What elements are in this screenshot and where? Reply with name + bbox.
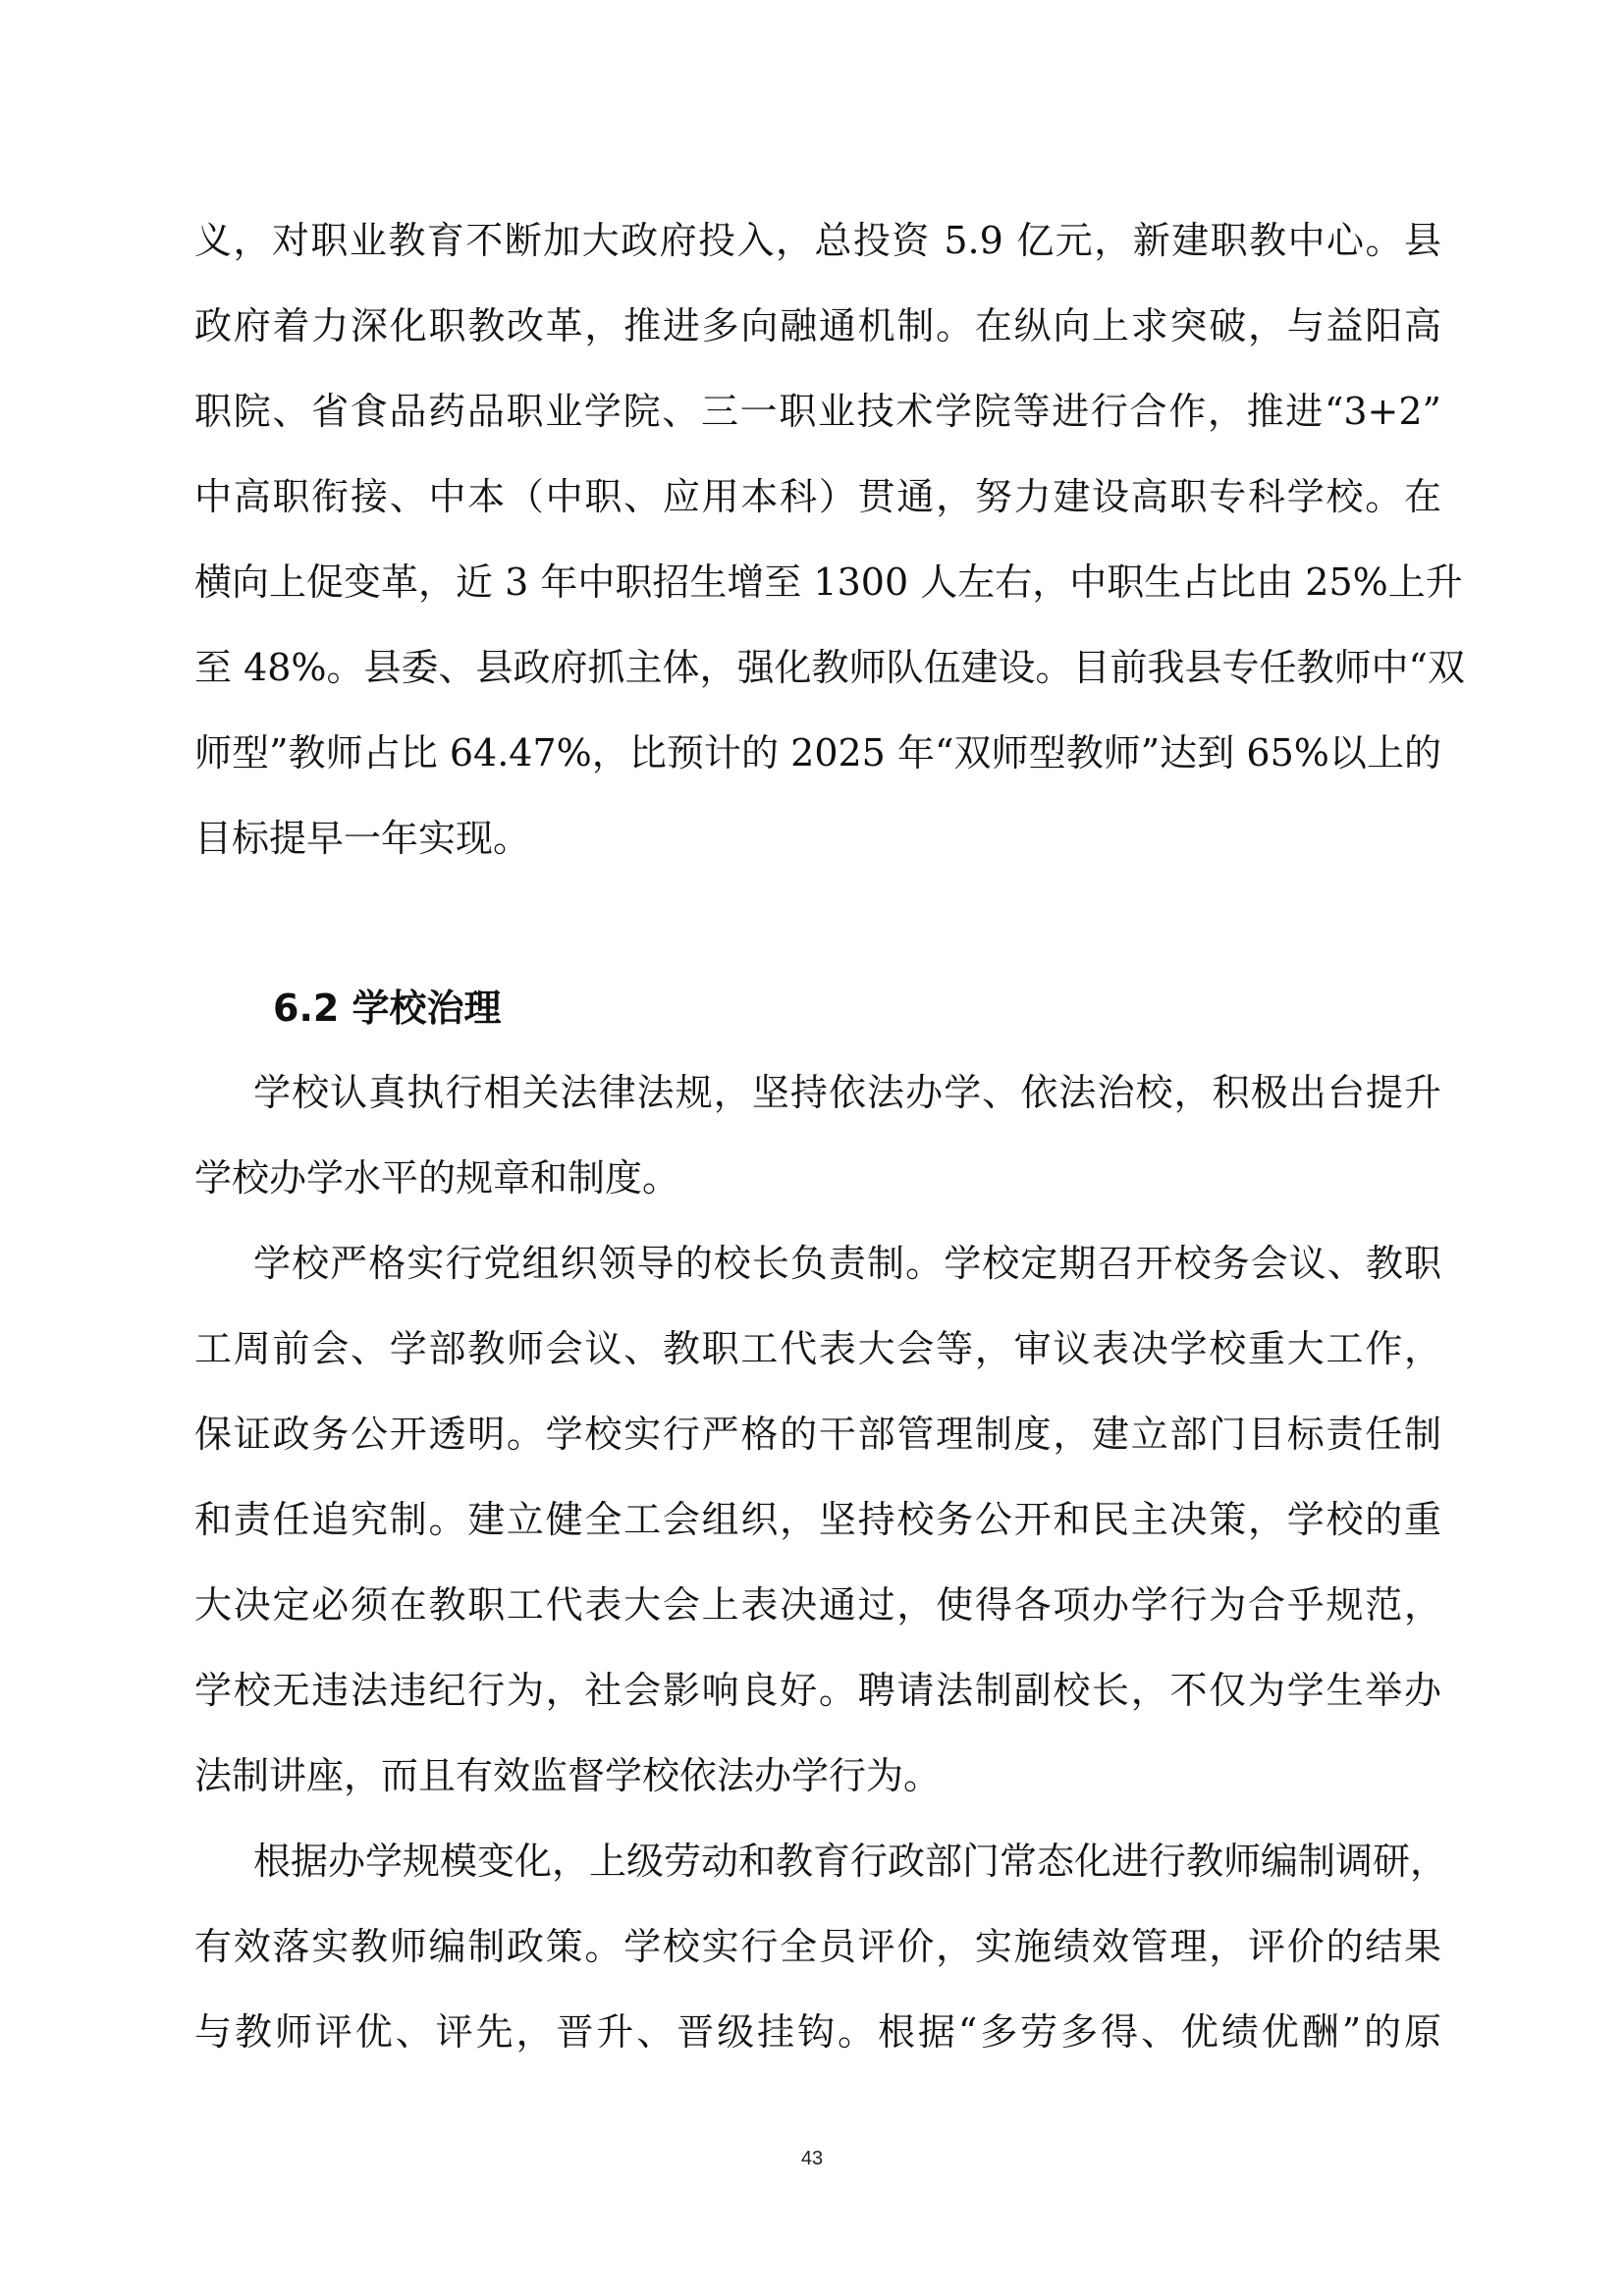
continuation-line-1: 义，对职业教育不断加大政府投入，总投资 5.9 亿元，新建职教中心。县 <box>194 219 1441 262</box>
paragraph-2-line-5: 大决定必须在教职工代表大会上表决通过，使得各项办学行为合乎规范， <box>194 1583 1441 1627</box>
page-number: 43 <box>800 2148 824 2169</box>
continuation-line-8: 目标提早一年实现。 <box>194 817 531 860</box>
continuation-line-2: 政府着力深化职教改革，推进多向融通机制。在纵向上求突破，与益阳高 <box>194 304 1441 347</box>
paragraph-1-line-1: 学校认真执行相关法律法规，坚持依法办学、依法治校，积极出台提升 <box>253 1071 1441 1114</box>
continuation-line-7: 师型”教师占比 64.47%，比预计的 2025 年“双师型教师”达到 65%以上的 <box>194 731 1441 774</box>
paragraph-2-line-7: 法制讲座，而且有效监督学校依法办学行为。 <box>194 1754 942 1797</box>
continuation-line-3: 职院、省食品药品职业学院、三一职业技术学院等进行合作，推进“3+2” <box>194 390 1441 433</box>
paragraph-2-line-2: 工周前会、学部教师会议、教职工代表大会等，审议表决学校重大工作， <box>194 1327 1441 1370</box>
continuation-line-5: 横向上促变革，近 3 年中职招生增至 1300 人左右，中职生占比由 25%上升 <box>194 561 1463 604</box>
section-heading: 6.2 学校治理 <box>273 987 502 1030</box>
continuation-line-6: 至 48%。县委、县政府抓主体，强化教师队伍建设。目前我县专任教师中“双 <box>194 646 1465 689</box>
paragraph-1-line-2: 学校办学水平的规章和制度。 <box>194 1156 680 1200</box>
paragraph-2-line-4: 和责任追究制。建立健全工会组织，坚持校务公开和民主决策，学校的重 <box>194 1498 1441 1541</box>
paragraph-2-line-3: 保证政务公开透明。学校实行严格的干部管理制度，建立部门目标责任制 <box>194 1413 1441 1456</box>
paragraph-2-line-6: 学校无违法违纪行为，社会影响良好。聘请法制副校长，不仅为学生举办 <box>194 1669 1441 1712</box>
paragraph-2-line-1: 学校严格实行党组织领导的校长负责制。学校定期召开校务会议、教职 <box>253 1242 1441 1285</box>
continuation-line-4: 中高职衔接、中本（中职、应用本科）贯通，努力建设高职专科学校。在 <box>194 475 1441 518</box>
paragraph-3-line-1: 根据办学规模变化，上级劳动和教育行政部门常态化进行教师编制调研， <box>253 1840 1448 1883</box>
paragraph-3-line-3: 与教师评优、评先，晋升、晋级挂钩。根据“多劳多得、优绩优酬”的原 <box>194 2010 1441 2054</box>
paragraph-3-line-2: 有效落实教师编制政策。学校实行全员评价，实施绩效管理，评价的结果 <box>194 1925 1441 1968</box>
